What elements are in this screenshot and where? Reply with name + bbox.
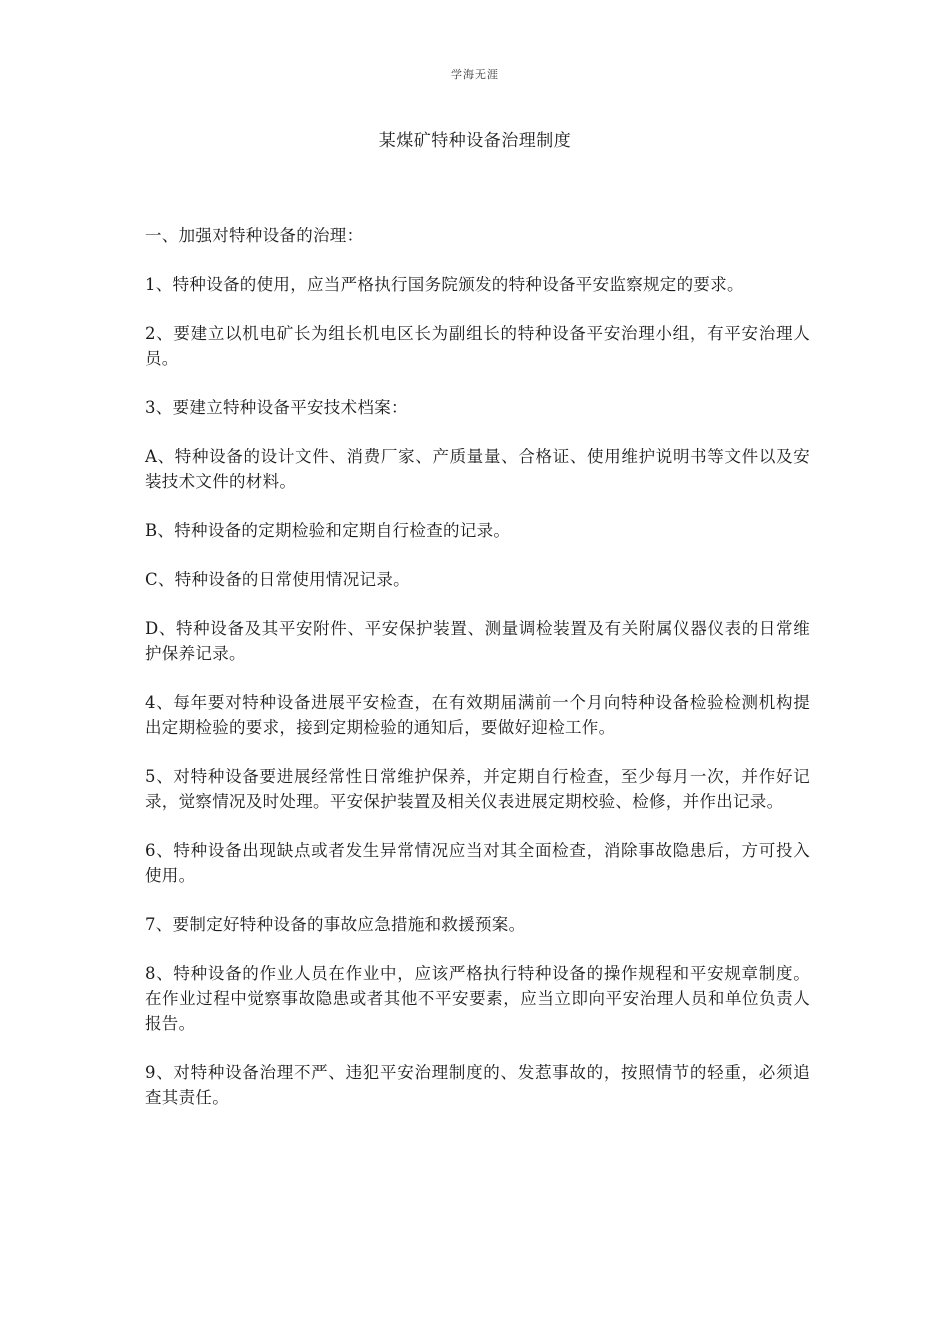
paragraph-item-3: 3、要建立特种设备平安技术档案： [145, 398, 408, 417]
paragraph-item-b: B、特种设备的定期检验和定期自行检查的记录。 [145, 521, 511, 540]
document-body [145, 223, 810, 1134]
paragraph-item-4: 4、每年要对特种设备进展平安检查，在有效期届满前一个月向特种设备检验检测机构提出定期检验的要求，接到定期检验的通知后，要做好迎检工作。 [145, 693, 810, 737]
paragraph-item-7: 7、要制定好特种设备的事故应急措施和救援预案。 [145, 915, 526, 934]
paragraph-item-5: 5、对特种设备要进展经常性日常维护保养，并定期自行检查，至少每月一次，并作好记录，觉察情况及时处理。平安保护装置及相关仪表进展定期校验、检修，并作出记录。 [145, 767, 810, 811]
paragraph-item-9: 9、对特种设备治理不严、违犯平安治理制度的、发惹事故的，按照情节的轻重，必须追查其责任。 [145, 1063, 810, 1107]
paragraph-item-c: C、特种设备的日常使用情况记录。 [145, 570, 410, 589]
document-title: 某煤矿特种设备治理制度 [378, 131, 572, 151]
paragraph-item-d: D、特种设备及其平安附件、平安保护装置、测量调检装置及有关附属仪器仪表的日常维护保养记录。 [145, 619, 810, 663]
paragraph-item-6: 6、特种设备出现缺点或者发生异常情况应当对其全面检查，消除事故隐患后，方可投入使用。 [145, 841, 810, 885]
page-header: 学海无涯 [451, 68, 499, 81]
section-heading: 一、加强对特种设备的治理： [145, 226, 364, 245]
paragraph-item-a: A、特种设备的设计文件、消费厂家、产质量量、合格证、使用维护说明书等文件以及安装技术文件的材料。 [145, 447, 810, 491]
paragraph-item-1: 1、特种设备的使用，应当严格执行国务院颁发的特种设备平安监察规定的要求。 [145, 275, 744, 294]
paragraph-item-8: 8、特种设备的作业人员在作业中，应该严格执行特种设备的操作规程和平安规章制度。在作业过程中觉察事故隐患或者其他不平安要素，应当立即向平安治理人员和单位负责人报告。 [145, 964, 810, 1033]
paragraph-item-2: 2、要建立以机电矿长为组长机电区长为副组长的特种设备平安治理小组，有平安治理人员。 [145, 324, 810, 368]
